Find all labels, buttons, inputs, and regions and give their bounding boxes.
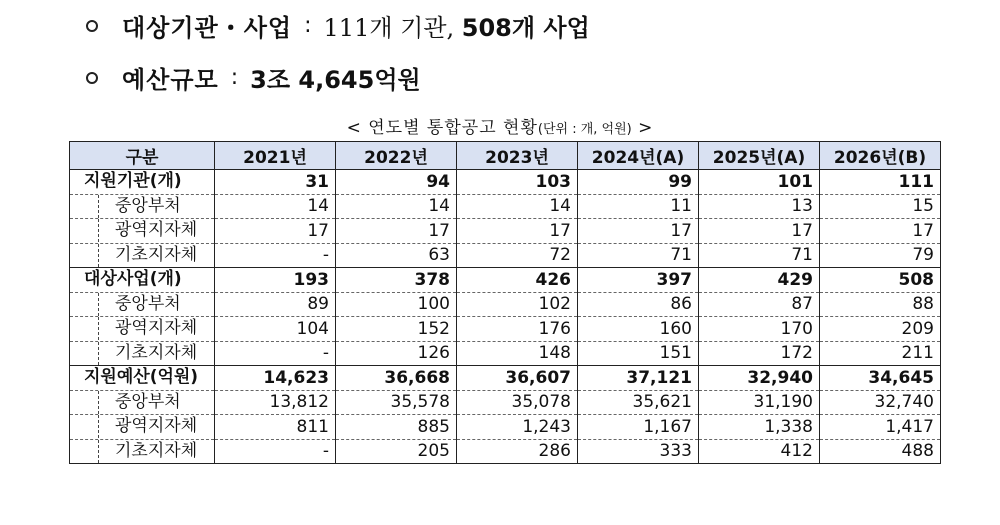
- circle-bullet-icon: [86, 20, 98, 32]
- table-cell: 397: [578, 268, 699, 293]
- table-cell: 71: [699, 243, 820, 268]
- table-cell: 89: [215, 292, 336, 317]
- table-row-category: [70, 170, 941, 195]
- table-cell: 17: [578, 219, 699, 244]
- row-label: 대상사업(개): [70, 268, 215, 293]
- table-cell: 32,740: [820, 390, 941, 415]
- row-label: [70, 390, 215, 415]
- table-cell: 11: [578, 194, 699, 219]
- table-cell: 508: [820, 268, 941, 293]
- table-cell: -: [215, 341, 336, 366]
- table-cell: 811: [215, 415, 336, 440]
- table-cell: 14,623: [215, 366, 336, 391]
- table-cell: 1,167: [578, 415, 699, 440]
- bullet-label: 대상기관・사업: [122, 14, 293, 42]
- table-cell: 31,190: [699, 390, 820, 415]
- table-cell: 152: [336, 317, 457, 342]
- colon-separator: :: [230, 65, 239, 90]
- table-cell: 211: [820, 341, 941, 366]
- table-cell: 286: [457, 439, 578, 464]
- table-cell: 101: [699, 170, 820, 195]
- table-row: [70, 243, 941, 268]
- table-cell: 151: [578, 341, 699, 366]
- table-row-category: [70, 366, 941, 391]
- caption-end: >: [631, 118, 654, 138]
- table-cell: 31: [215, 170, 336, 195]
- row-label-text: 중앙부처: [98, 293, 214, 316]
- header-category: 구분: [70, 142, 215, 170]
- header-year: 2023년: [457, 142, 578, 170]
- table-row: [70, 219, 941, 244]
- row-label: [70, 292, 215, 317]
- table-cell: 15: [820, 194, 941, 219]
- table-cell: 193: [215, 268, 336, 293]
- table-cell: 17: [215, 219, 336, 244]
- table-cell: 209: [820, 317, 941, 342]
- table-cell: 429: [699, 268, 820, 293]
- table-cell: 71: [578, 243, 699, 268]
- bullet-budget-size: [86, 60, 421, 95]
- table-cell: 37,121: [578, 366, 699, 391]
- yearly-announcement-table: [69, 141, 941, 464]
- table-cell: -: [215, 243, 336, 268]
- row-label: [70, 243, 215, 268]
- table-row: [70, 415, 941, 440]
- header-year: 2024년(A): [578, 142, 699, 170]
- row-label: [70, 194, 215, 219]
- table-row: [70, 390, 941, 415]
- table-row: [70, 341, 941, 366]
- row-label: 지원예산(억원): [70, 366, 215, 391]
- row-label: [70, 415, 215, 440]
- bullet-value: [324, 8, 590, 43]
- bullet-value-part: 111개 기관,: [323, 14, 462, 42]
- bullet-value-bold: 508개 사업: [461, 14, 590, 42]
- table-cell: 17: [336, 219, 457, 244]
- table-cell: 35,621: [578, 390, 699, 415]
- table-cell: 160: [578, 317, 699, 342]
- caption-unit: (단위 : 개, 억원): [537, 122, 632, 137]
- header-year: 2025년(A): [699, 142, 820, 170]
- header-year: 2026년(B): [820, 142, 941, 170]
- table-cell: 36,668: [336, 366, 457, 391]
- header-year: 2021년: [215, 142, 336, 170]
- table-cell: 14: [215, 194, 336, 219]
- table-body: [70, 170, 941, 464]
- table-cell: 100: [336, 292, 457, 317]
- row-label-text: 중앙부처: [98, 195, 214, 218]
- table-row: [70, 439, 941, 464]
- bullet-target-institutions: [86, 8, 590, 43]
- table-cell: 488: [820, 439, 941, 464]
- table-cell: 1,338: [699, 415, 820, 440]
- table-cell: 103: [457, 170, 578, 195]
- table-cell: 378: [336, 268, 457, 293]
- row-label: 지원기관(개): [70, 170, 215, 195]
- table-cell: 176: [457, 317, 578, 342]
- table-cell: 1,417: [820, 415, 941, 440]
- table-cell: 13: [699, 194, 820, 219]
- table-row: [70, 292, 941, 317]
- table-cell: 14: [336, 194, 457, 219]
- table-cell: 14: [457, 194, 578, 219]
- row-label-text: 중앙부처: [98, 391, 214, 414]
- row-label: [70, 317, 215, 342]
- table-cell: 17: [699, 219, 820, 244]
- table-cell: 87: [699, 292, 820, 317]
- table-cell: 79: [820, 243, 941, 268]
- table-cell: 111: [820, 170, 941, 195]
- bullet-label: 예산규모: [122, 66, 219, 94]
- table-cell: 172: [699, 341, 820, 366]
- table-cell: 412: [699, 439, 820, 464]
- table-row-category: [70, 268, 941, 293]
- table-cell: 104: [215, 317, 336, 342]
- table-cell: 88: [820, 292, 941, 317]
- table-cell: 205: [336, 439, 457, 464]
- table-row: [70, 194, 941, 219]
- table-cell: -: [215, 439, 336, 464]
- table-row: [70, 317, 941, 342]
- table-cell: 35,578: [336, 390, 457, 415]
- table-cell: 72: [457, 243, 578, 268]
- table-cell: 102: [457, 292, 578, 317]
- table-cell: 426: [457, 268, 578, 293]
- table-header-row: [70, 142, 941, 170]
- table-cell: 17: [820, 219, 941, 244]
- row-label-text: 기초지자체: [98, 440, 214, 463]
- table-cell: 99: [578, 170, 699, 195]
- row-label: [70, 439, 215, 464]
- table-cell: 126: [336, 341, 457, 366]
- table-cell: 148: [457, 341, 578, 366]
- table-cell: 86: [578, 292, 699, 317]
- table-cell: 1,243: [457, 415, 578, 440]
- row-label-text: 기초지자체: [98, 342, 214, 365]
- table-cell: 36,607: [457, 366, 578, 391]
- table-cell: 94: [336, 170, 457, 195]
- table-cell: 32,940: [699, 366, 820, 391]
- table-cell: 35,078: [457, 390, 578, 415]
- caption-title: < 연도별 통합공고 현황: [346, 118, 538, 138]
- bullet-value-bold: 3조 4,645억원: [250, 66, 421, 94]
- row-label-text: 광역지자체: [98, 219, 214, 242]
- row-label-text: 기초지자체: [98, 244, 214, 267]
- row-label: [70, 341, 215, 366]
- table-cell: 333: [578, 439, 699, 464]
- colon-separator: :: [304, 13, 312, 38]
- table-cell: 13,812: [215, 390, 336, 415]
- header-year: 2022년: [336, 142, 457, 170]
- table-cell: 170: [699, 317, 820, 342]
- table-cell: 63: [336, 243, 457, 268]
- table-cell: 17: [457, 219, 578, 244]
- row-label-text: 광역지자체: [98, 415, 214, 438]
- circle-bullet-icon: [86, 72, 98, 84]
- table-cell: 885: [336, 415, 457, 440]
- row-label: [70, 219, 215, 244]
- row-label-text: 광역지자체: [98, 317, 214, 340]
- table-cell: 34,645: [820, 366, 941, 391]
- bullet-value: [250, 60, 421, 95]
- table-caption: [0, 113, 1000, 138]
